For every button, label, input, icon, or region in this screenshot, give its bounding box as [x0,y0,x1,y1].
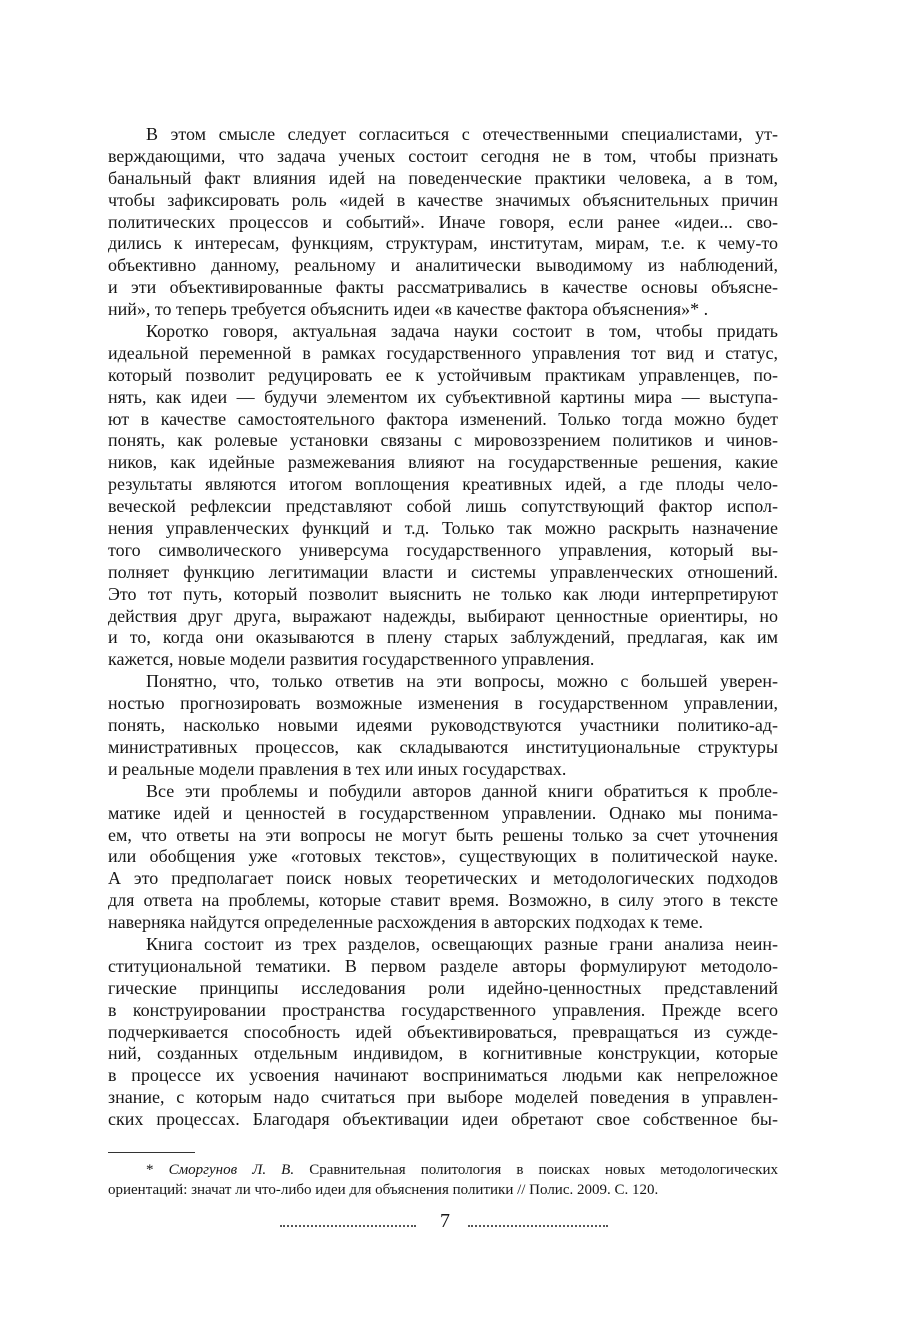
text-line: в конструировании пространства государственного управления. Прежде всего [108,999,778,1020]
text-line: чтобы зафиксировать роль «идей в качестве значимых объяснительных причин [108,189,778,210]
text-line: ституциональной тематики. В первом разделе авторы формулируют методоло- [108,955,778,976]
text-line: ют в качестве самостоятельного фактора изменений. Только тогда можно будет [108,408,778,429]
text-line: того символического универсума государственного управления, который вы- [108,539,778,560]
page-footer [280,1212,610,1234]
text-line: наверняка найдутся определенные расхождения в авторских подходах к теме. [108,912,703,933]
text-line: и эти объективированные факты рассматривались в качестве основы объясне- [108,277,778,298]
body-text [108,124,778,1131]
text-line: результаты являются итогом воплощения креативных идей, а где плоды чело- [108,474,778,495]
text-line: в процессе их усвоения начинают восприниматься людьми как непреложное [108,1065,778,1086]
text-line: матике идей и ценностей в государственном управлении. Однако мы понима- [108,802,778,823]
text-line: подчеркивается способность идей объективироваться, превращаться из сужде- [108,1021,778,1042]
text-line: полняет функцию легитимации власти и системы управленческих отношений. [108,561,778,582]
leader-dots-right [468,1225,608,1227]
text-line: нения управленческих функций и т.д. Только так можно раскрыть назначение [108,518,778,539]
text-line: и то, когда они оказываются в плену старых заблуждений, предлагая, как им [108,627,778,648]
text-line: знание, с которым надо считаться при выборе моделей поведения в управлен- [108,1087,778,1108]
text-line: веческой рефлексии представляют собой лишь сопутствующий фактор испол- [108,496,778,517]
text-line: понять, как ролевые установки связаны с мировоззрением политиков и чинов- [108,430,778,451]
text-line: для ответа на проблемы, которые ставит время. Возможно, в силу этого в тексте [108,890,778,911]
text-line: В этом смысле следует согласиться с отечественными специалистами, ут- [146,124,778,144]
text-line: Это тот путь, который позволит выяснить не только как люди интерпретируют [108,583,778,604]
text-line: Все эти проблемы и побудили авторов данной книги обратиться к пробле- [146,780,778,801]
text-line: ников, как идейные размежевания влияют на государственные решения, какие [108,452,778,473]
text-line: кажется, новые модели развития государственного управления. [108,649,595,670]
footnote-line-2: ориентаций: значат ли что-либо идеи для объяснения политики // Полис. 2009. С. 120. [108,1182,659,1198]
text-line: объективно данному, реальному и аналитически выводимому из наблюдений, [108,255,778,276]
text-line: и реальные модели правления в тех или иных государствах. [108,758,567,779]
text-line: Понятно, что, только ответив на эти вопросы, можно с большей уверен- [146,671,778,692]
text-line: или обобщения уже «готовых текстов», существующих в политической науке. [108,846,778,867]
text-line: нять, как идеи — будучи элементом их субъективной картины мира — выступа- [108,386,778,407]
text-line: Книга состоит из трех разделов, освещающих разные грани анализа неин- [146,933,778,954]
footnote-separator [108,1152,195,1153]
footnote-title: Сравнительная политология в поисках новых методологических [294,1162,778,1178]
leader-dots-left [280,1225,416,1227]
text-line: ностью прогнозировать возможные изменения в государственном управлении, [108,693,778,714]
text-line: ний», то теперь требуется объяснить идеи «в качестве фактора объяснения»* . [108,299,709,320]
text-line: понять, насколько новыми идеями руководствуются участники политико-ад- [108,715,778,736]
text-line: дились к интересам, функциям, структурам, институтам, мирам, т.е. к чему-то [108,233,778,254]
page-number: 7 [440,1210,450,1232]
text-line: идеальной переменной в рамках государственного управления тот вид и статус, [108,342,778,363]
text-line: А это предполагает поиск новых теоретических и методологических подходов [108,868,778,889]
footnote-author: Сморгунов Л. В. [168,1162,295,1178]
footnote [108,1160,778,1200]
text-line: который позволит редуцировать ее к устойчивым практикам управленцев, по- [108,364,778,385]
text-line: банальный факт влияния идей на поведенческие практики человека, а в том, [108,167,778,188]
text-line: Коротко говоря, актуальная задача науки состоит в том, чтобы придать [146,321,778,342]
text-line: политических процессов и событий». Иначе говоря, если ранее «идеи... сво- [108,211,778,232]
text-line: верждающими, что задача ученых состоит сегодня не в том, чтобы признать [108,145,778,166]
text-line: гические принципы исследования роли идейно-ценностных представлений [108,977,778,998]
footnote-line-1 [108,1160,778,1180]
text-line: ний, созданных отдельным индивидом, в когнитивные конструкции, которые [108,1043,778,1064]
text-line: министративных процессов, как складываются институциональные структуры [108,736,778,757]
text-line: ских процессах. Благодаря объективации идеи обретают свое собственное бы- [108,1109,778,1130]
text-line: ем, что ответы на эти вопросы не могут быть решены только за счет уточнения [108,824,778,845]
footnote-marker: * [146,1162,169,1178]
text-line: действия друг друга, выражают надежды, выбирают ценностные ориентиры, но [108,605,778,626]
